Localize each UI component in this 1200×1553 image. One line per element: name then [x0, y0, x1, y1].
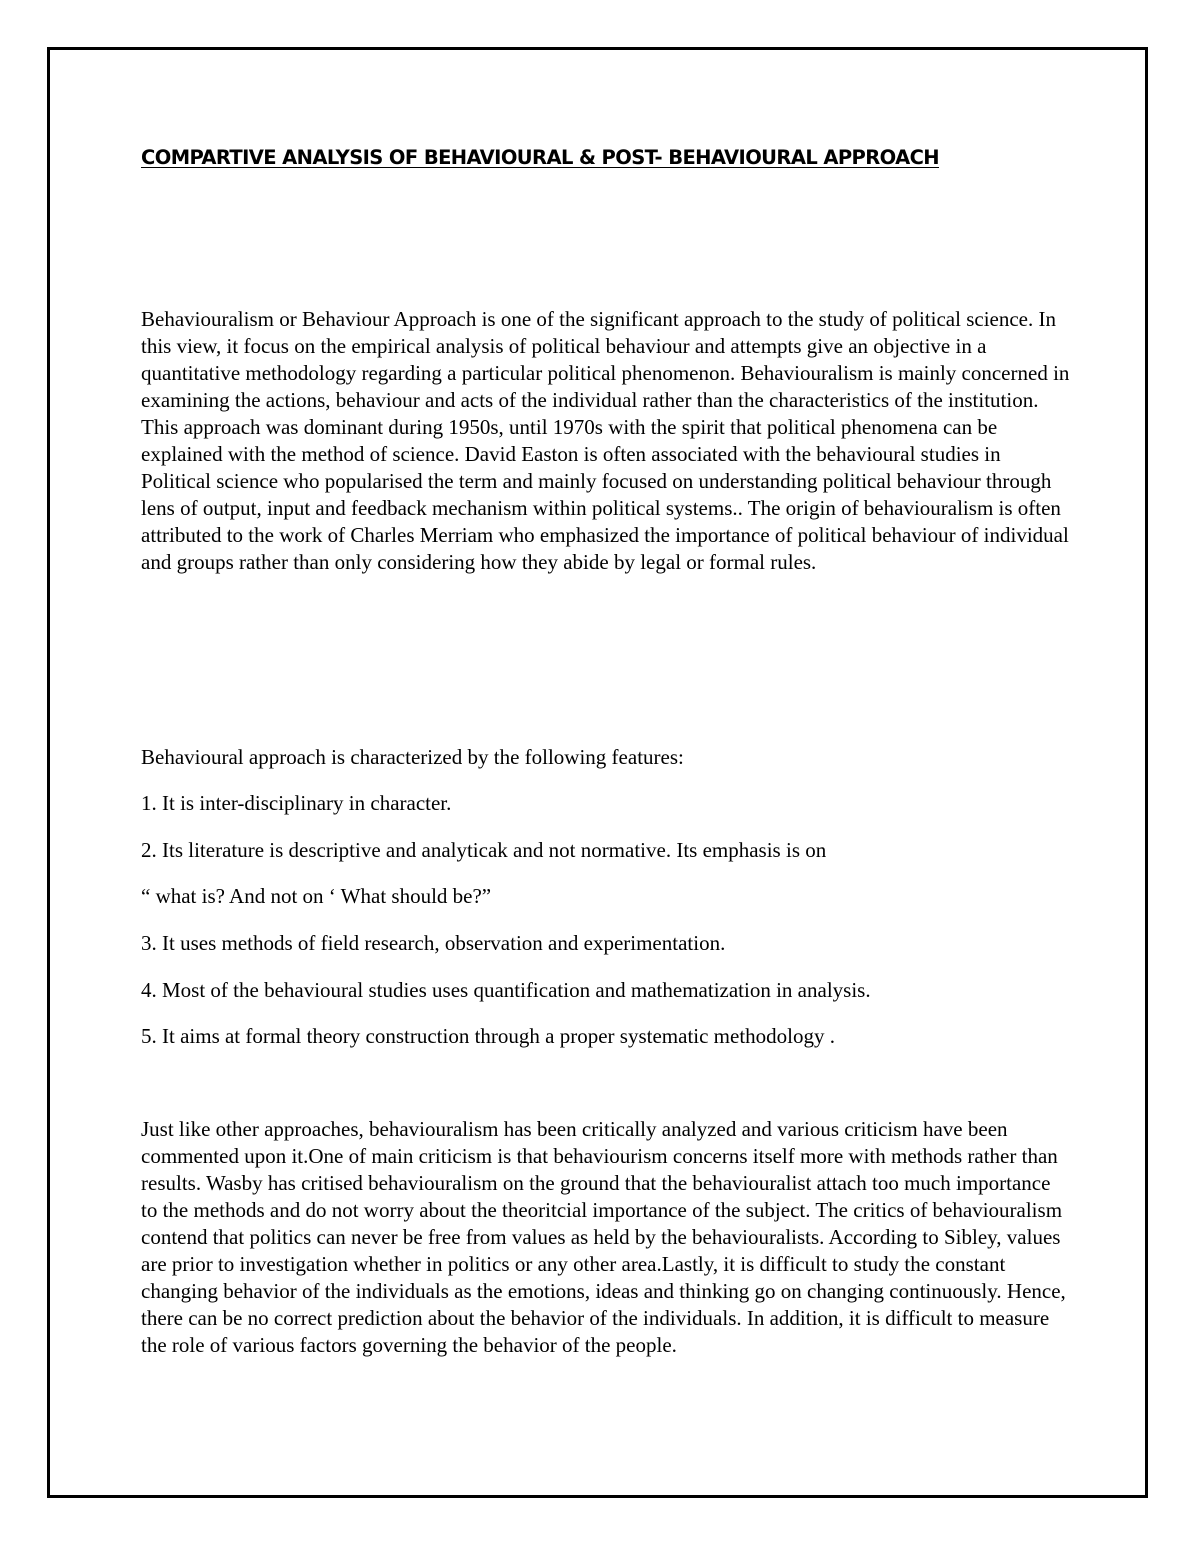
paragraph-intro: Behaviouralism or Behaviour Approach is one of the significant approach to the study of political science. In this view, it focus on the empirical analysis of political behaviour and attempts give an objective in a quantitative methodology regarding a particular political phenomenon. Behaviouralism is mainly concerned in examining the actions, behaviour and acts of the individual rather than the characteristics of the institution. This approach was dominant during 1950s, until 1970s with the spirit that political phenomena can be explained with the method of science. David Easton is often associated with the behavioural studies in Political science who popularised the term and mainly focused on understanding political behaviour through lens of output, input and feedback mechanism within political systems.. The origin of behaviouralism is often attributed to the work of Charles Merriam who emphasized the importance of political behaviour of individual and groups rather than only considering how they abide by legal or formal rules.: [141, 307, 1070, 574]
feature-item: 5. It aims at formal theory construction through a proper systematic methodology .: [141, 1024, 836, 1048]
feature-item: 1. It is inter-disciplinary in character.: [141, 791, 452, 815]
document-title: COMPARTIVE ANALYSIS OF BEHAVIOURAL & POST- BEHAVIOURAL APPROACH: [141, 146, 940, 169]
paragraph-criticism: Just like other approaches, behaviouralism has been critically analyzed and various criticism have been commented upon it.One of main criticism is that behaviourism concerns itself more with methods rather than results. Wasby has critised behaviouralism on the ground that the behaviouralist attach too much importance to the methods and do not worry about the theoritcial importance of the subject. The critics of behaviouralism contend that politics can never be free from values as held by the behaviouralists. According to Sibley, values are prior to investigation whether in politics or any other area.Lastly, it is difficult to study the constant changing behavior of the individuals as the emotions, ideas and thinking go on changing continuously. Hence, there can be no correct prediction about the behavior of the individuals. In addition, it is difficult to measure the role of various factors governing the behavior of the people.: [141, 1117, 1066, 1357]
features-intro: Behavioural approach is characterized by the following features:: [141, 745, 684, 769]
feature-item: 2. Its literature is descriptive and analyticak and not normative. Its emphasis is on: [141, 838, 827, 862]
feature-item-continuation: “ what is? And not on ‘ What should be?”: [141, 884, 492, 908]
feature-item: 4. Most of the behavioural studies uses quantification and mathematization in analysis.: [141, 978, 871, 1002]
feature-item: 3. It uses methods of field research, observation and experimentation.: [141, 931, 726, 955]
